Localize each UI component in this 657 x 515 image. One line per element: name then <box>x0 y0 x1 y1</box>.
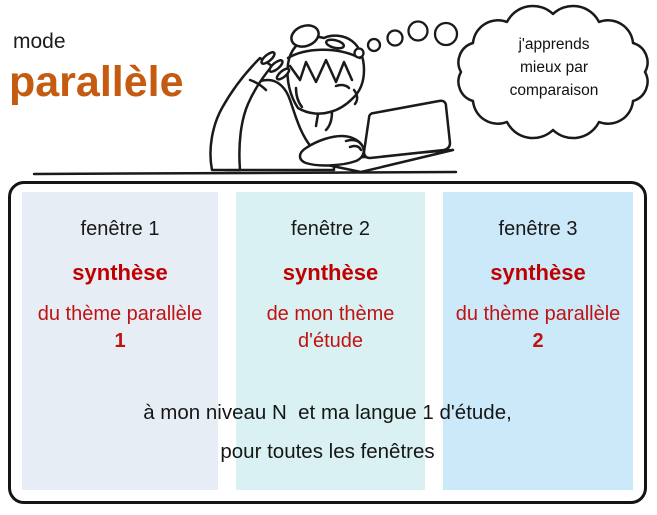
window-3-desc-line-2: 2 <box>532 330 544 352</box>
window-2-heading: synthèse <box>282 260 379 285</box>
window-1-desc-line-2: 1 <box>114 330 126 352</box>
window-3-heading: synthèse <box>490 260 586 285</box>
window-3-desc <box>443 301 633 355</box>
window-1-desc-line-1: du thème parallèle <box>37 303 203 325</box>
window-3-desc-line-1: du thème parallèle <box>455 303 621 325</box>
window-1-heading: synthèse <box>72 260 168 285</box>
window-2-desc-line-2: d'étude <box>298 330 363 352</box>
thought-cloud-text <box>466 33 642 102</box>
mode-value: parallèle <box>9 58 184 106</box>
cloud-line-3: comparaison <box>509 82 599 99</box>
footer-note <box>8 393 647 471</box>
window-1-title: fenêtre 1 <box>80 218 160 240</box>
cloud-line-1: j'apprends <box>518 36 590 53</box>
cloud-line-2: mieux par <box>519 59 589 76</box>
window-1-desc <box>22 301 218 355</box>
desk-line <box>34 172 456 174</box>
thought-dots <box>355 22 458 58</box>
window-2-desc <box>236 301 425 355</box>
window-2-desc-line-1: de mon thème <box>266 303 395 325</box>
footer-line-2: pour toutes les fenêtres <box>220 440 435 463</box>
window-3-title: fenêtre 3 <box>498 218 578 240</box>
window-2-title: fenêtre 2 <box>291 218 370 240</box>
footer-line-1: à mon niveau N et ma langue 1 d'étude, <box>143 401 512 424</box>
mode-label: mode <box>13 30 66 53</box>
